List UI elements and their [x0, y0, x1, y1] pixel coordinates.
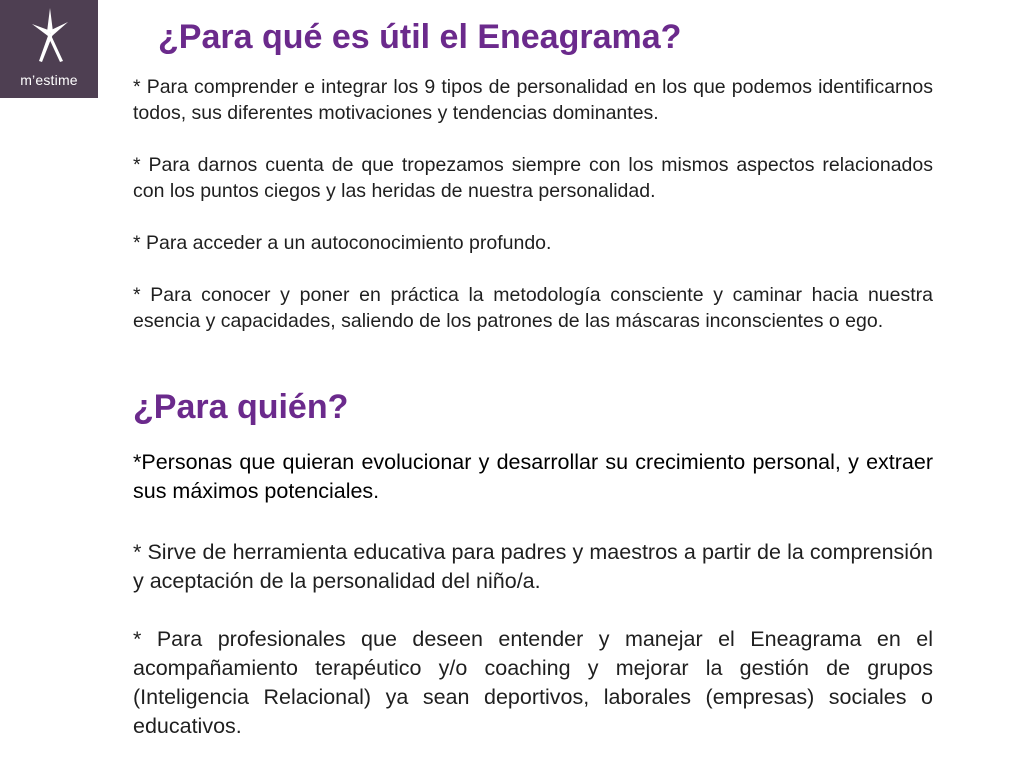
brand-name: m’estime: [20, 72, 78, 88]
audience-item-2: * Sirve de herramienta educativa para padres y maestros a partir de la comprensión y aceptación de la personalidad del niño/a.: [133, 540, 933, 593]
benefit-item-2: * Para darnos cuenta de que tropezamos siempre con los mismos aspectos relacionados con los puntos ciegos y las heridas de nuestra personalidad.: [133, 154, 933, 202]
audience-item-3: * Para profesionales que deseen entender y manejar el Eneagrama en el acompañamiento terapéutico y/o coaching y mejorar la gestión de grupos (Inteligencia Relacional) ya sean deportivos, laborales (empresas) sociales o educativos.: [133, 627, 933, 738]
page-title: ¿Para qué es útil el Eneagrama?: [158, 18, 682, 56]
audience-item-1: *Personas que quieran evolucionar y desarrollar su crecimiento personal, y extraer sus máximos potenciales.: [133, 450, 933, 503]
section-subtitle: ¿Para quién?: [133, 388, 349, 426]
benefit-item-1: * Para comprender e integrar los 9 tipos de personalidad en los que podemos identificarnos todos, sus diferentes motivaciones y tendencias dominantes.: [133, 76, 933, 124]
benefit-item-3: * Para acceder a un autoconocimiento profundo.: [133, 232, 552, 254]
star-figure-icon: [30, 6, 70, 66]
brand-logo: [0, 0, 98, 98]
benefit-item-4: * Para conocer y poner en práctica la metodología consciente y caminar hacia nuestra esencia y capacidades, saliendo de los patrones de las máscaras inconscientes o ego.: [133, 284, 933, 332]
